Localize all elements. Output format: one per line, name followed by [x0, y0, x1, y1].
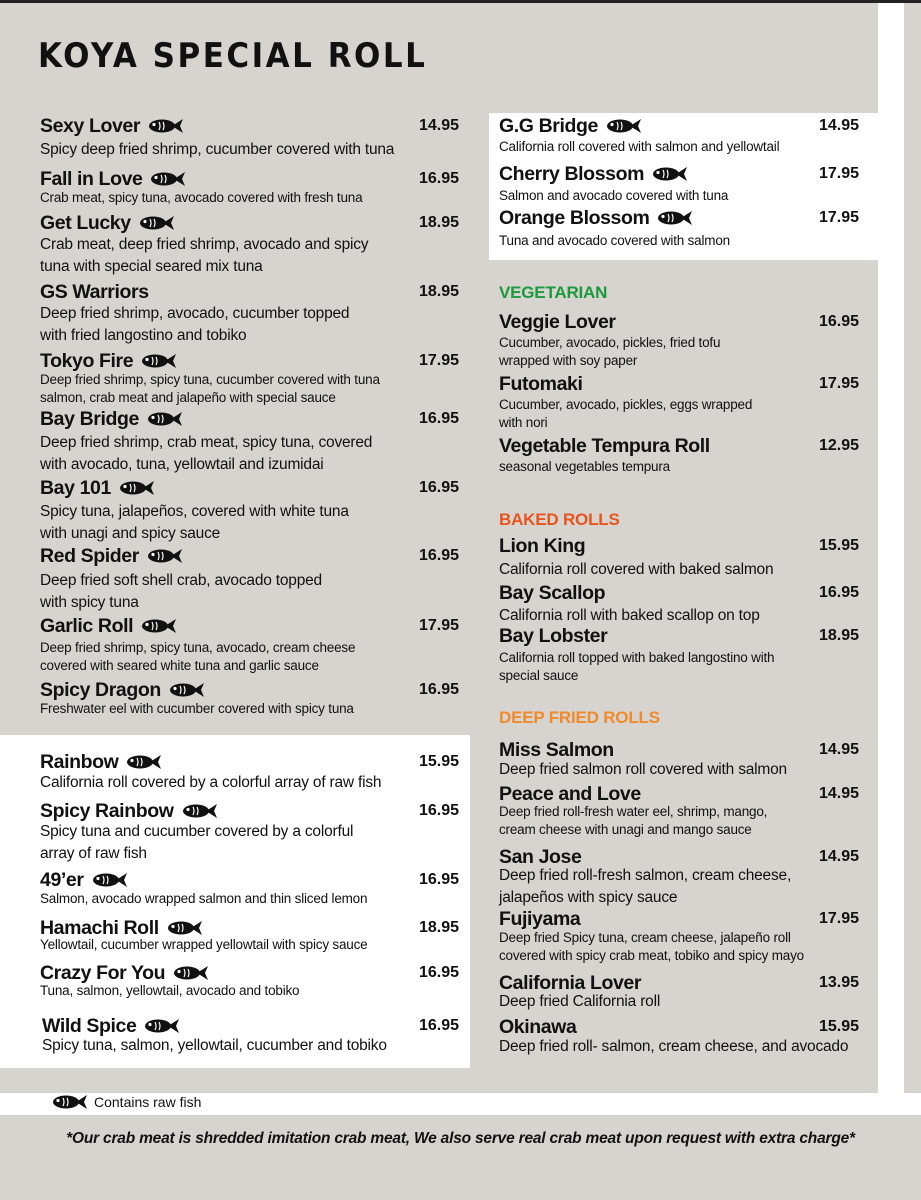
menu-item-name-row: [499, 783, 641, 805]
menu-item-description-block: [40, 234, 368, 277]
footnote: *Our crab meat is shredded imitation crab meat, We also serve real crab meat upon request with extra charge*: [66, 1130, 855, 1147]
fish-icon: [141, 618, 177, 634]
menu-item-description: Deep fried roll- salmon, cream cheese, and avocado: [499, 1038, 849, 1055]
menu-item-price: 15.95: [419, 753, 460, 770]
right-edge-strip: [904, 3, 921, 1093]
menu-item-price: 16.95: [419, 479, 460, 496]
menu-item-name-row: [499, 625, 607, 647]
fish-icon: [657, 210, 693, 226]
menu-item-description: with fried langostino and tobiko: [40, 326, 247, 344]
fish-icon: [92, 872, 128, 888]
menu-item-description: Crab meat, spicy tuna, avocado covered with fresh tuna: [40, 190, 363, 205]
menu-item-description-block: [499, 991, 660, 1013]
menu-item-name-row: [40, 751, 162, 773]
menu-item-price: 16.95: [419, 871, 460, 888]
menu-item-price: 15.95: [819, 537, 860, 554]
menu-item-price: 17.95: [419, 617, 460, 634]
menu-item-description-block: [40, 139, 394, 161]
menu-item-name: Red Spider: [40, 545, 139, 567]
menu-item-name-row: [499, 311, 616, 333]
menu-item-name: Spicy Rainbow: [40, 800, 174, 822]
menu-item-name: San Jose: [499, 846, 582, 868]
menu-item-description: California roll with baked scallop on top: [499, 607, 760, 624]
menu-item-description: Tuna and avocado covered with salmon: [499, 233, 730, 248]
menu-item-name-row: [40, 281, 149, 303]
menu-item-description: jalapeños with spicy sauce: [499, 888, 678, 906]
menu-item-price: 18.95: [419, 283, 460, 300]
menu-item-name: Sexy Lover: [40, 115, 141, 137]
menu-item-description: Deep fried salmon roll covered with salmon: [499, 761, 787, 778]
fish-icon: [167, 920, 203, 936]
menu-item-description: Deep fried roll-fresh water eel, shrimp, mango,: [499, 804, 768, 819]
menu-item-description: array of raw fish: [40, 844, 147, 862]
menu-item-price: 16.95: [419, 547, 460, 564]
menu-item-description-block: [499, 232, 730, 250]
menu-item-price: 17.95: [819, 375, 860, 392]
menu-item-description: Deep fried shrimp, spicy tuna, cucumber covered with tuna: [40, 372, 380, 387]
fish-icon: [144, 1018, 180, 1034]
menu-item-description: Deep fried shrimp, avocado, cucumber topped: [40, 305, 350, 322]
menu-item-name: Rainbow: [40, 751, 119, 773]
menu-item-name: Okinawa: [499, 1016, 577, 1038]
menu-item-name-row: [499, 582, 605, 604]
menu-item-name: California Lover: [499, 972, 642, 994]
menu-item-description: Deep fried shrimp, crab meat, spicy tuna, covered: [40, 434, 373, 451]
menu-item-description: with spicy tuna: [40, 593, 139, 611]
menu-item-price: 17.95: [819, 165, 860, 182]
menu-item-description: Spicy deep fried shrimp, cucumber covered with tuna: [40, 141, 395, 158]
menu-item-name-row: [499, 435, 710, 457]
menu-item-name: Spicy Dragon: [40, 679, 161, 701]
menu-item-name: Tokyo Fire: [40, 350, 134, 372]
menu-item-description-block: [40, 982, 299, 1000]
menu-item-price: 16.95: [419, 964, 460, 981]
menu-item-description-block: [40, 890, 367, 908]
menu-item-name-row: [40, 168, 186, 190]
menu-item-description-block: [499, 138, 779, 156]
menu-item-name: GS Warriors: [40, 281, 149, 303]
fish-icon: [182, 803, 218, 819]
fish-icon: [173, 965, 209, 981]
menu-item-price: 14.95: [419, 117, 460, 134]
menu-item-name-row: [40, 350, 177, 372]
menu-item-description: California roll covered with salmon and yellowtail: [499, 139, 780, 154]
menu-item-name: Garlic Roll: [40, 615, 134, 637]
fish-icon: [147, 548, 183, 564]
menu-item-name-row: [499, 739, 614, 761]
menu-item-description-block: [40, 303, 349, 346]
menu-item-price: 18.95: [819, 627, 860, 644]
fish-icon: [169, 682, 205, 698]
menu-item-description-block: [499, 649, 774, 685]
menu-item-description: Spicy tuna, jalapeños, covered with white tuna: [40, 503, 349, 520]
menu-item-name: Fujiyama: [499, 908, 581, 930]
menu-item-description-block: [499, 559, 773, 581]
menu-item-description: Salmon and avocado covered with tuna: [499, 188, 729, 203]
section-baked-rolls: BAKED ROLLS: [499, 510, 620, 529]
menu-item-description: Deep fried California roll: [499, 993, 661, 1010]
menu-item-description-block: [499, 334, 720, 370]
menu-item-name-row: [499, 373, 582, 395]
menu-item-name: Futomaki: [499, 373, 583, 395]
menu-item-description: seasonal vegetables tempura: [499, 459, 670, 474]
menu-item-description-block: [499, 396, 752, 432]
menu-item-price: 16.95: [419, 681, 460, 698]
menu-item-price: 15.95: [819, 1018, 860, 1035]
menu-item-description: Deep fried shrimp, spicy tuna, avocado, cream cheese: [40, 640, 356, 655]
menu-item-name-row: [40, 477, 155, 499]
menu-item-price: 16.95: [419, 410, 460, 427]
menu-item-name-row: [40, 212, 175, 234]
menu-item-price: 12.95: [819, 437, 860, 454]
menu-item-price: 16.95: [419, 1017, 460, 1034]
menu-item-price: 17.95: [819, 910, 860, 927]
menu-item-name: Fall in Love: [40, 168, 143, 190]
section-vegetarian: VEGETARIAN: [499, 283, 608, 302]
menu-item-description: Freshwater eel with cucumber covered with spicy tuna: [40, 701, 354, 716]
menu-item-description: Spicy tuna and cucumber covered by a colorful: [40, 823, 354, 840]
menu-item-name: Bay Bridge: [40, 408, 139, 430]
menu-item-name: Wild Spice: [42, 1015, 137, 1037]
menu-item-price: 14.95: [819, 785, 860, 802]
menu-item-price: 16.95: [419, 170, 460, 187]
fish-icon: [148, 118, 184, 134]
menu-item-name: Bay 101: [40, 477, 111, 499]
menu-item-name: Vegetable Tempura Roll: [499, 435, 710, 457]
menu-item-name: Veggie Lover: [499, 311, 616, 333]
menu-item-description-block: [40, 501, 349, 544]
fish-icon: [147, 411, 183, 427]
menu-item-name-row: [499, 115, 642, 137]
menu-item-description: covered with spicy crab meat, tobiko and spicy mayo: [499, 948, 804, 963]
menu-item-name: Cherry Blossom: [499, 163, 645, 185]
menu-item-description: California roll covered by a colorful array of raw fish: [40, 774, 382, 791]
fish-icon: [119, 480, 155, 496]
menu-item-name: Bay Lobster: [499, 625, 608, 647]
legend-label: Contains raw fish: [94, 1094, 202, 1110]
menu-item-name-row: [40, 545, 183, 567]
menu-item-price: 16.95: [819, 584, 860, 601]
fish-icon: [141, 353, 177, 369]
menu-item-description: California roll topped with baked langostino with: [499, 650, 775, 665]
menu-item-description: salmon, crab meat and jalapeño with special sauce: [40, 390, 336, 405]
section-deep-fried-rolls: DEEP FRIED ROLLS: [499, 708, 660, 727]
footnote-band: [0, 1115, 921, 1200]
menu-item-description-block: [499, 458, 670, 476]
menu-item-name-row: [40, 962, 209, 984]
menu-item-description-block: [40, 570, 322, 613]
menu-item-name-row: [499, 908, 580, 930]
fish-icon: [126, 754, 162, 770]
menu-item-description-block: [499, 187, 728, 205]
menu-item-price: 16.95: [819, 313, 860, 330]
menu-item-description: Salmon, avocado wrapped salmon and thin sliced lemon: [40, 891, 368, 906]
menu-item-description: covered with seared white tuna and garlic sauce: [40, 658, 319, 673]
menu-item-price: 18.95: [419, 214, 460, 231]
menu-item-price: 18.95: [419, 919, 460, 936]
menu-item-description: Yellowtail, cucumber wrapped yellowtail with spicy sauce: [40, 937, 368, 952]
menu-item-description-block: [499, 1036, 848, 1058]
page-title: KOYA SPECIAL ROLL: [38, 36, 428, 76]
menu-item-description: special sauce: [499, 668, 579, 683]
menu-item-description-block: [40, 371, 380, 407]
menu-item-description-block: [499, 865, 791, 908]
menu-item-description: Deep fried roll-fresh salmon, cream cheese,: [499, 867, 792, 884]
menu-item-description-block: [40, 639, 355, 675]
menu-item-description: wrapped with soy paper: [499, 353, 638, 368]
menu-item-description: tuna with special seared mix tuna: [40, 257, 263, 275]
menu-item-name-row: [40, 679, 205, 701]
menu-item-name: Crazy For You: [40, 962, 166, 984]
menu-item-name: Get Lucky: [40, 212, 131, 234]
menu-item-price: 17.95: [419, 352, 460, 369]
menu-item-description: with unagi and spicy sauce: [40, 524, 221, 542]
menu-item-name: Orange Blossom: [499, 207, 650, 229]
menu-item-name: Bay Scallop: [499, 582, 606, 604]
menu-item-description-block: [40, 936, 367, 954]
menu-item-name-row: [40, 615, 177, 637]
menu-item-description: Spicy tuna, salmon, yellowtail, cucumber and tobiko: [42, 1037, 387, 1054]
menu-item-price: 16.95: [419, 802, 460, 819]
menu-item-description: Deep fried Spicy tuna, cream cheese, jalapeño roll: [499, 930, 791, 945]
menu-item-description-block: [40, 432, 372, 475]
menu-item-description: Crab meat, deep fried shrimp, avocado and spicy: [40, 236, 369, 253]
menu-item-description-block: [42, 1035, 387, 1057]
menu-item-description-block: [40, 772, 381, 794]
menu-item-name-row: [40, 408, 183, 430]
menu-item-description-block: [499, 605, 760, 627]
menu-item-price: 14.95: [819, 117, 860, 134]
menu-item-name-row: [499, 535, 585, 557]
menu-item-description: Deep fried soft shell crab, avocado topped: [40, 572, 322, 589]
menu-item-price: 14.95: [819, 741, 860, 758]
fish-icon: [150, 171, 186, 187]
menu-item-description: with avocado, tuna, yellowtail and izumidai: [40, 455, 324, 473]
menu-item-description: Cucumber, avocado, pickles, eggs wrapped: [499, 397, 753, 412]
menu-item-price: 17.95: [819, 209, 860, 226]
menu-item-description-block: [499, 929, 804, 965]
menu-item-description: cream cheese with unagi and mango sauce: [499, 822, 752, 837]
menu-item-name-row: [499, 1016, 576, 1038]
menu-item-name-row: [40, 800, 218, 822]
menu-item-name: Miss Salmon: [499, 739, 614, 761]
menu-item-description: Cucumber, avocado, pickles, fried tofu: [499, 335, 721, 350]
menu-item-name: 49’er: [40, 869, 84, 891]
menu-item-name: Peace and Love: [499, 783, 641, 805]
menu-item-description: with nori: [499, 415, 548, 430]
fish-icon: [652, 166, 688, 182]
menu-item-description-block: [40, 700, 354, 718]
menu-item-description-block: [40, 821, 353, 864]
menu-item-name: G.G Bridge: [499, 115, 598, 137]
menu-item-name-row: [40, 869, 128, 891]
menu-item-description-block: [40, 189, 362, 207]
fish-icon: [606, 118, 642, 134]
menu-item-name-row: [42, 1015, 180, 1037]
menu-item-name-row: [499, 207, 693, 229]
menu-item-name: Hamachi Roll: [40, 917, 159, 939]
fish-icon: [139, 215, 175, 231]
fish-icon: [52, 1094, 88, 1110]
menu-item-name-row: [40, 115, 184, 137]
menu-item-description-block: [499, 759, 787, 781]
legend: [52, 1094, 201, 1110]
menu-item-price: 13.95: [819, 974, 860, 991]
menu-item-name: Lion King: [499, 535, 586, 557]
menu-item-name-row: [499, 163, 688, 185]
menu-item-price: 14.95: [819, 848, 860, 865]
menu-item-description: California roll covered with baked salmon: [499, 561, 774, 578]
menu-item-description-block: [499, 803, 767, 839]
menu-item-description: Tuna, salmon, yellowtail, avocado and tobiko: [40, 983, 300, 998]
